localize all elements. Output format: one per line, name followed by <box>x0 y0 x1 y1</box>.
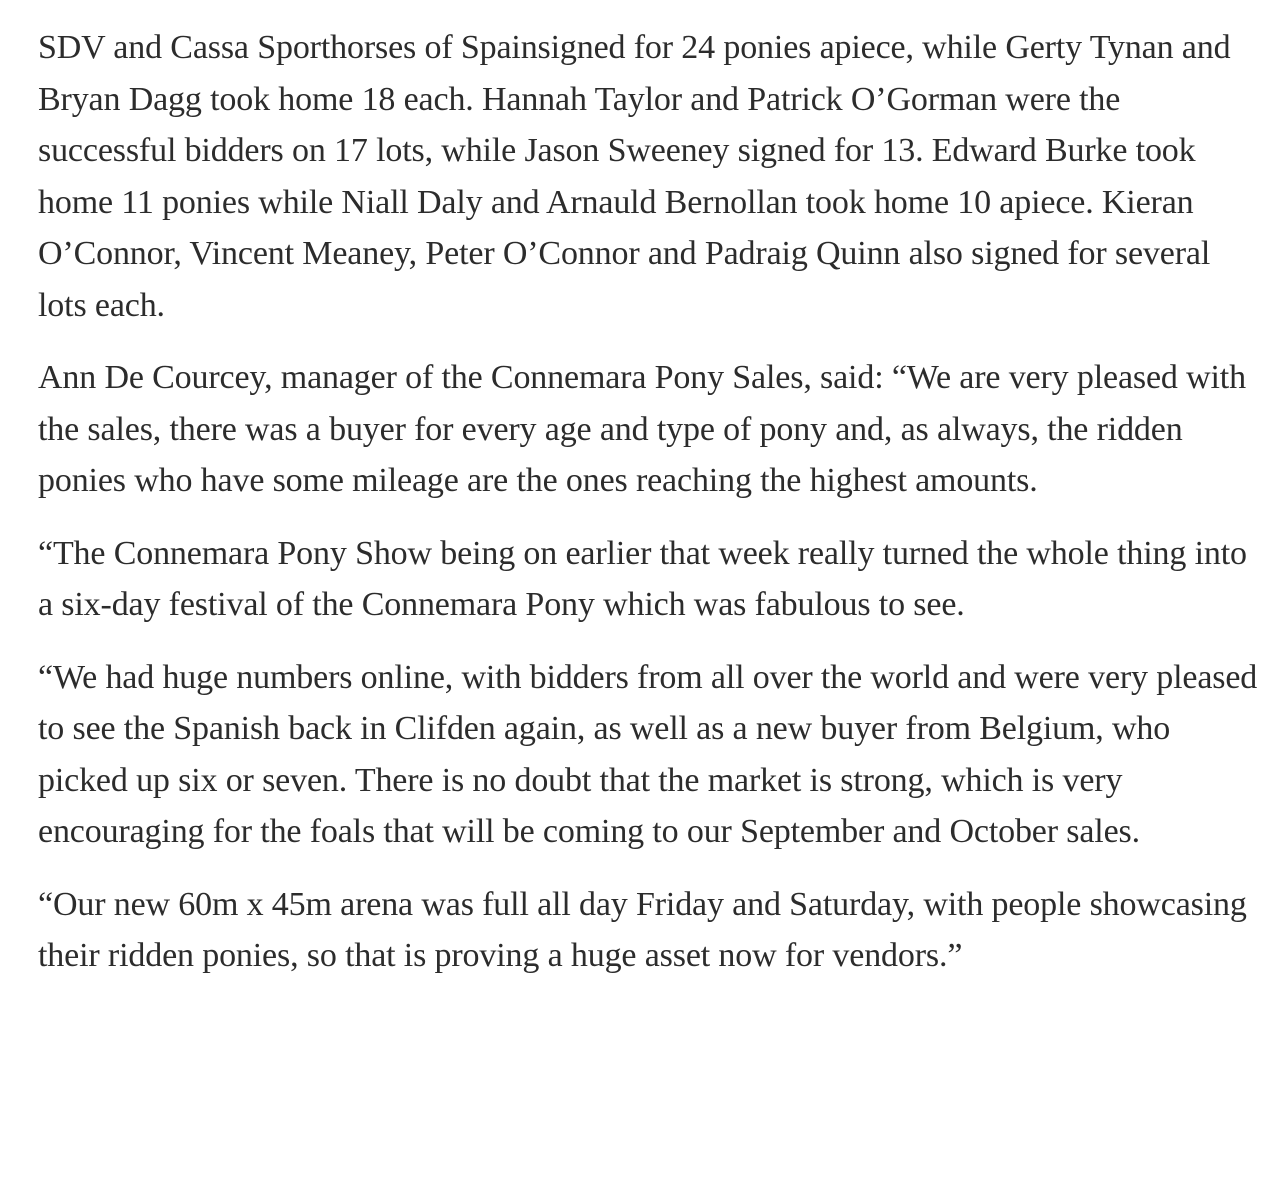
article-paragraph-pony-show: “The Connemara Pony Show being on earlier that week really turned the whole thing into a six-day festival of the Connemara Pony which was fabulous to see. <box>38 534 1247 623</box>
article-paragraph-buyers: SDV and Cassa Sporthorses of Spainsigned for 24 ponies apiece, while Gerty Tynan and Bryan Dagg took home 18 each. Hannah Taylor and Patrick O’Gorman were the successful bidders on 17 lots, while Jason Sweeney signed for 13. Edward Burke took home 11 ponies while Niall Daly and Arnauld Bernollan took home 10 apiece. Kieran O’Connor, Vincent Meaney, Peter O’Connor and Padraig Quinn also signed for several lots each. <box>38 29 1231 324</box>
article-paragraph-arena: “Our new 60m x 45m arena was full all day Friday and Saturday, with people showcasing their ridden ponies, so that is proving a huge asset now for vendors.” <box>38 885 1247 974</box>
article-paragraph-manager-quote: Ann De Courcey, manager of the Connemara Pony Sales, said: “We are very pleased with the sales, there was a buyer for every age and type of pony and, as always, the ridden ponies who have some mileage are the ones reaching the highest amounts. <box>38 359 1246 499</box>
article-paragraph-online-bidders: “We had huge numbers online, with bidders from all over the world and were very pleased to see the Spanish back in Clifden again, as well as a new buyer from Belgium, who picked up six or seven. There is no doubt that the market is strong, which is very encouraging for the foals that will be coming to our September and October sales. <box>38 658 1258 850</box>
